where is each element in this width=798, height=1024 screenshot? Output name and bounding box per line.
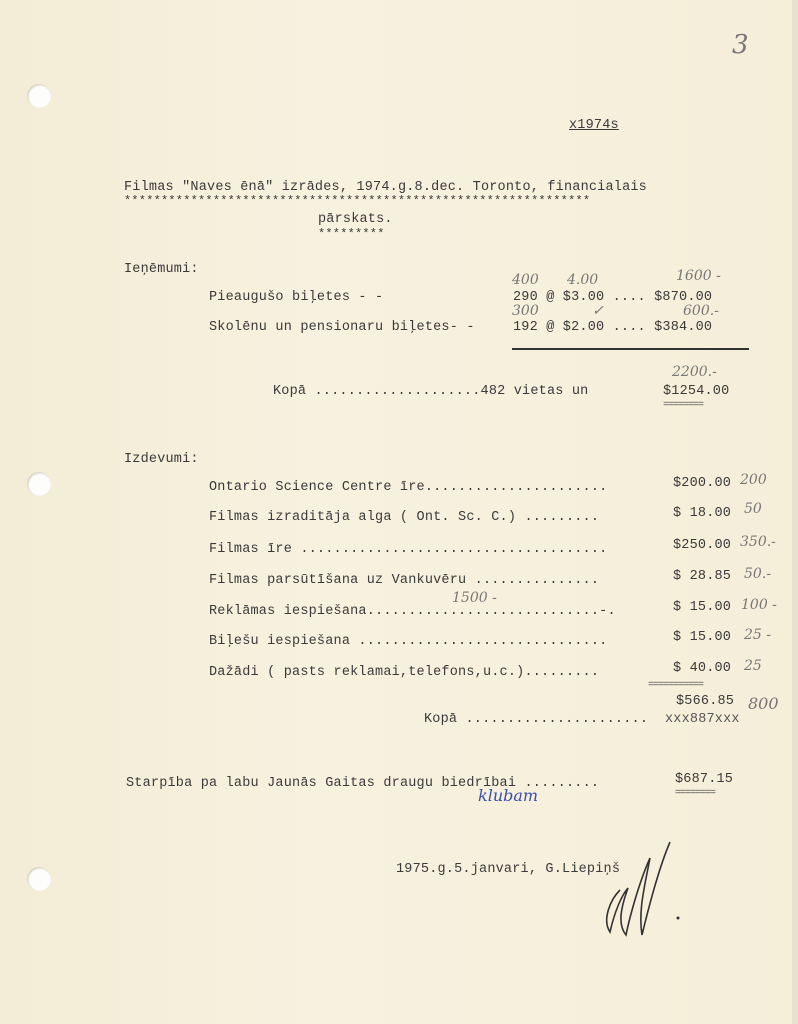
title-line-1: Filmas "Naves ēnā" izrādes, 1974.g.8.dec. Toronto, financialais	[124, 180, 647, 195]
sum-rule	[512, 348, 749, 350]
handwritten-note: 2200.-	[672, 364, 717, 380]
punch-hole	[27, 867, 51, 891]
handwritten-note: 4.00	[567, 272, 599, 288]
balance-label: Starpība pa labu Jaunās Gaitas draugu biedrībai .........	[126, 776, 600, 791]
expense-label: Filmas izraditāja alga ( Ont. Sc. C.) .........	[209, 510, 600, 525]
page-edge	[792, 0, 798, 1024]
handwritten-note: 600.-	[683, 303, 719, 319]
expenses-heading: Izdevumi:	[124, 452, 199, 467]
handwritten-note: 800	[748, 694, 779, 713]
double-underline: ========	[675, 788, 716, 799]
struck-total: xxx887xxx	[665, 712, 740, 727]
expense-label: Biļešu iespiešana ..............................	[209, 634, 608, 649]
date-author: 1975.g.5.janvari, G.Liepiņš	[396, 862, 621, 877]
signature	[590, 840, 680, 940]
expense-label: Reklāmas iespiešana............................-.	[209, 604, 616, 619]
expense-value: $ 15.00	[673, 630, 732, 645]
handwritten-note: 25 -	[744, 627, 771, 643]
expenses-total-label: Kopā ......................	[424, 712, 649, 727]
expense-value: $200.00	[673, 476, 732, 491]
punch-hole	[27, 84, 51, 108]
income-total-label: Kopā ....................482 vietas un	[273, 384, 589, 399]
expense-value: $ 28.85	[673, 569, 732, 584]
handwritten-note: 25	[744, 658, 762, 674]
expense-value: $ 40.00	[673, 661, 732, 676]
page-number: 3	[732, 30, 749, 60]
handwritten-note: 1500 -	[452, 590, 497, 606]
expense-label: Filmas īre .....................................	[209, 542, 608, 557]
income-amount: 192 @ $2.00 .... $384.00	[513, 320, 713, 335]
income-amount: 290 @ $3.00 .... $870.00	[513, 290, 713, 305]
handwritten-note: ✓	[592, 303, 604, 319]
expense-label: Filmas parsūtīšana uz Vankuvēru ...............	[209, 573, 600, 588]
double-underline: ===========	[648, 680, 704, 691]
handwritten-note: 50	[744, 501, 762, 517]
expenses-total-value: $566.85	[676, 694, 735, 709]
double-underline: ========	[663, 400, 704, 411]
income-label: Pieaugušo biļetes - -	[209, 290, 384, 305]
expense-value: $250.00	[673, 538, 732, 553]
title-stars-2: *********	[318, 227, 385, 241]
income-heading: Ieņēmumi:	[124, 262, 199, 277]
income-label: Skolēnu un pensionaru biļetes- -	[209, 320, 475, 335]
income-total-value: $1254.00	[663, 384, 730, 399]
handwritten-note: 100 -	[741, 597, 777, 613]
handwritten-note: 400	[512, 272, 539, 288]
handwritten-note: 200	[740, 472, 767, 488]
title-line-2: pārskats.	[318, 212, 393, 227]
balance-value: $687.15	[675, 772, 734, 787]
expense-label: Dažādi ( pasts reklamai,telefons,u.c.).........	[209, 665, 600, 680]
handwritten-note: 300	[512, 303, 539, 319]
punch-hole	[27, 472, 51, 496]
expense-value: $ 18.00	[673, 506, 732, 521]
struck-header: x1974s	[569, 118, 619, 133]
handwritten-note: 1600 -	[676, 268, 721, 284]
title-stars-1: ***************************************************************	[124, 194, 591, 208]
handwritten-note: 50.-	[744, 566, 771, 582]
expense-label: Ontario Science Centre īre......................	[209, 480, 608, 495]
handwritten-note: 350.-	[740, 534, 776, 550]
expense-value: $ 15.00	[673, 600, 732, 615]
handwritten-correction: klubam	[478, 786, 539, 805]
